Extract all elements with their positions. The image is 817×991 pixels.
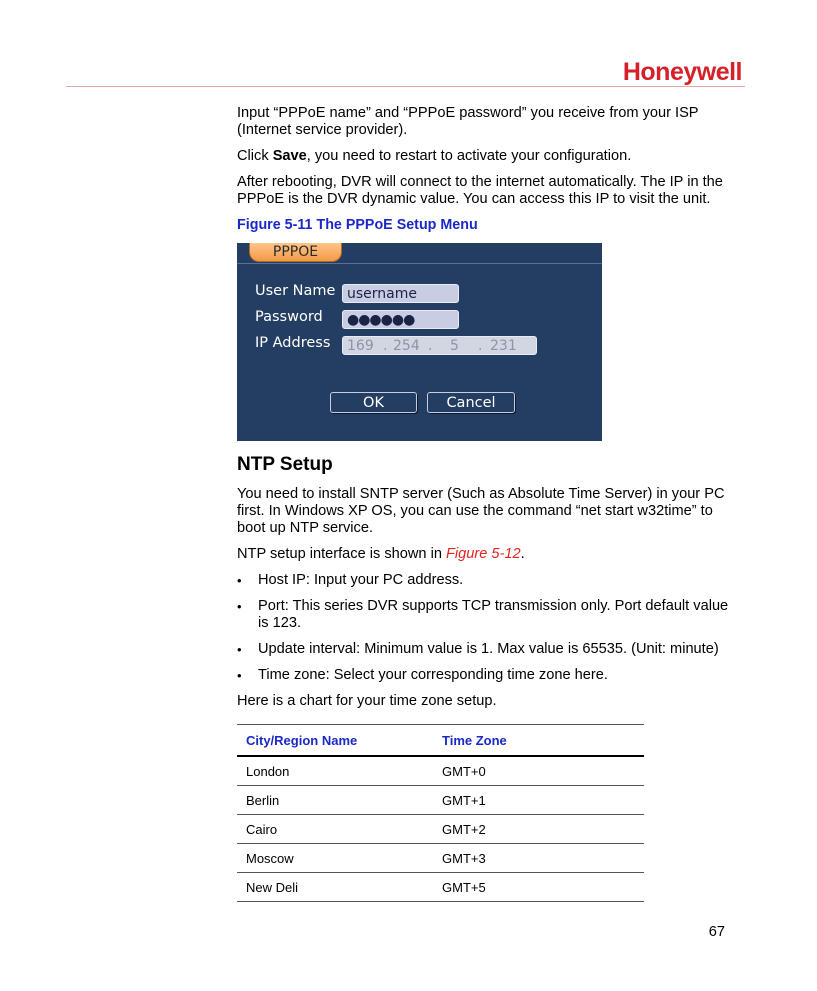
figure-5-12-link[interactable]: Figure 5-12 xyxy=(446,546,521,562)
ntp-paragraph-2 xyxy=(237,546,737,563)
table-row xyxy=(237,873,644,902)
table-cell-city: Berlin xyxy=(237,786,433,815)
table-header-row xyxy=(237,725,644,757)
header-rule xyxy=(66,86,745,87)
table-cell-city: Cairo xyxy=(237,815,433,844)
ip-dot: . xyxy=(428,338,433,354)
ip-octet-2: 254 xyxy=(393,338,420,354)
ip-dot: . xyxy=(478,338,483,354)
intro-paragraph-1: Input “PPPoE name” and “PPPoE password” you receive from your ISP (Internet service provider). xyxy=(237,105,699,138)
ip-octet-1: 169 xyxy=(347,338,374,354)
list-item: • Time zone: Select your corresponding time zone here. xyxy=(237,667,737,684)
intro-paragraph-2-suffix: , you need to restart to activate your configuration. xyxy=(306,148,632,164)
page-number: 67 xyxy=(708,924,725,940)
honeywell-logo: Honeywell xyxy=(622,58,742,86)
save-keyword: Save xyxy=(272,148,307,164)
table-cell-time-zone: GMT+5 xyxy=(433,873,644,902)
intro-paragraph-3: After rebooting, DVR will connect to the internet automatically. The IP in the PPPoE is the DVR dynamic value. You can access this IP to visit the unit. xyxy=(237,174,723,207)
page-content xyxy=(237,105,737,902)
tab-divider xyxy=(237,263,602,264)
password-field[interactable]: ●●●●●● xyxy=(342,310,459,329)
table-row xyxy=(237,786,644,815)
ip-octet-4: 231 xyxy=(490,338,517,354)
intro-paragraph-2-prefix: Click xyxy=(237,148,273,164)
table-cell-time-zone: GMT+3 xyxy=(433,844,644,873)
list-item: • Host IP: Input your PC address. xyxy=(237,572,737,589)
list-item: • Port: This series DVR supports TCP transmission only. Port default value is 123. xyxy=(237,598,737,632)
table-row xyxy=(237,844,644,873)
figure-caption: Figure 5-11 The PPPoE Setup Menu xyxy=(237,217,478,233)
ip-dot: . xyxy=(383,338,388,354)
intro-paragraph-2 xyxy=(237,148,737,165)
table-cell-city: London xyxy=(237,756,433,786)
table-cell-time-zone: GMT+0 xyxy=(433,756,644,786)
ntp-setup-heading: NTP Setup xyxy=(237,454,333,475)
ntp-paragraph-2-suffix: . xyxy=(520,546,525,562)
tab-pppoe[interactable]: PPPOE xyxy=(249,243,342,262)
password-label: Password xyxy=(255,309,323,325)
table-cell-city: New Deli xyxy=(237,873,433,902)
table-row xyxy=(237,815,644,844)
ok-button[interactable]: OK xyxy=(330,392,417,413)
table-cell-time-zone: GMT+2 xyxy=(433,815,644,844)
ip-address-field[interactable] xyxy=(342,336,537,355)
column-header-time-zone: Time Zone xyxy=(433,725,644,757)
ip-octet-3: 5 xyxy=(450,338,459,354)
table-cell-time-zone: GMT+1 xyxy=(433,786,644,815)
pppoe-setup-dialog xyxy=(237,243,602,441)
column-header-city: City/Region Name xyxy=(237,725,433,757)
ntp-paragraph-3: Here is a chart for your time zone setup. xyxy=(237,693,497,709)
table-cell-city: Moscow xyxy=(237,844,433,873)
list-item: • Update interval: Minimum value is 1. Max value is 65535. (Unit: minute) xyxy=(237,641,737,658)
ip-address-label: IP Address xyxy=(255,335,331,351)
user-name-label: User Name xyxy=(255,283,336,299)
cancel-button[interactable]: Cancel xyxy=(427,392,515,413)
ntp-paragraph-1: You need to install SNTP server (Such as Absolute Time Server) in your PC first. In Windows XP OS, you can use the command “net start w32time” to boot up NTP service. xyxy=(237,486,725,536)
user-name-field[interactable]: username xyxy=(342,284,459,303)
table-row xyxy=(237,756,644,786)
ntp-settings-list xyxy=(237,572,737,684)
ntp-paragraph-2-prefix: NTP setup interface is shown in xyxy=(237,546,447,562)
time-zone-table xyxy=(237,724,644,902)
